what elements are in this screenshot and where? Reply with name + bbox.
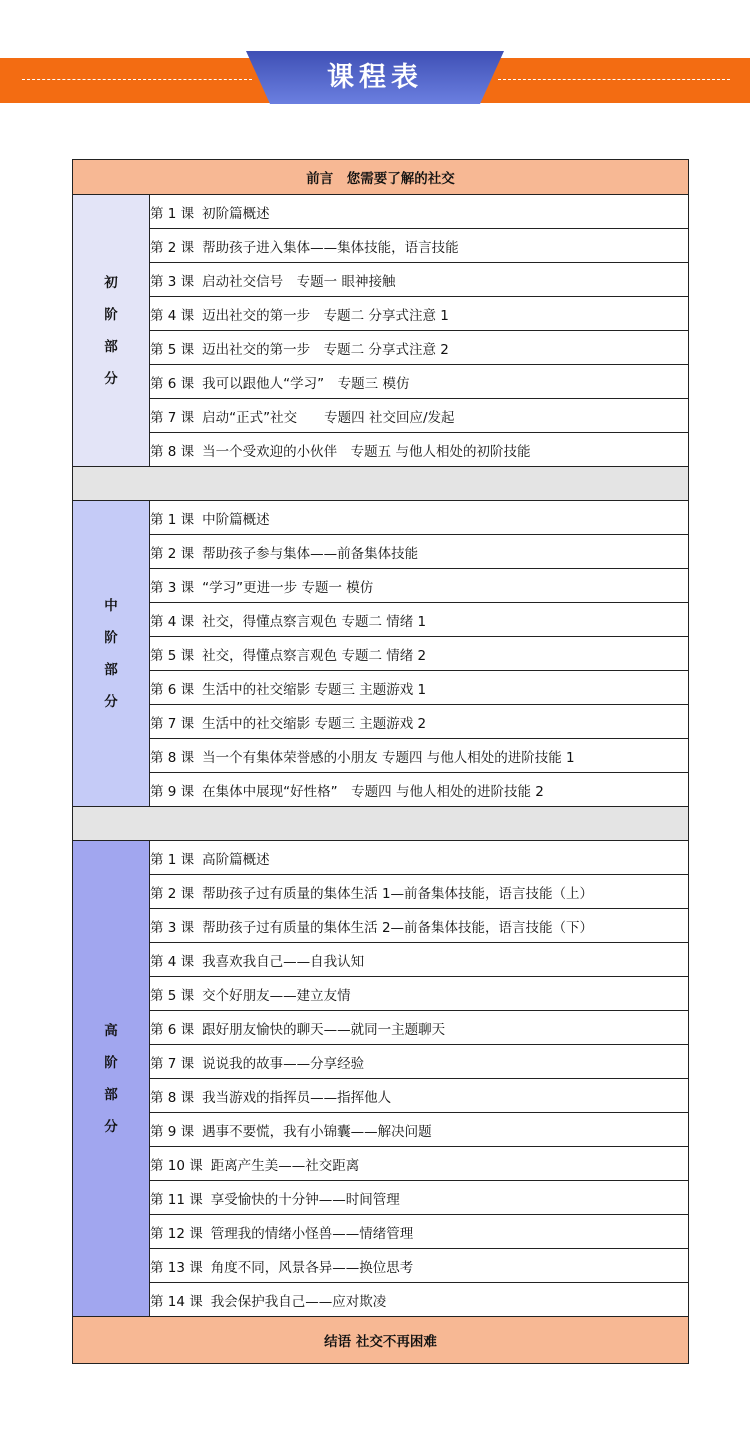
lesson-title: 迈出社交的第一步 专题二 分享式注意 2 bbox=[202, 341, 449, 358]
lesson-cell bbox=[150, 569, 689, 603]
lesson-title: 遇事不要慌，我有小锦囊——解决问题 bbox=[202, 1123, 432, 1140]
page-title: 课程表 bbox=[327, 62, 423, 93]
lesson-cell bbox=[150, 603, 689, 637]
lesson-title: 当一个有集体荣誉感的小朋友 专题四 与他人相处的进阶技能 1 bbox=[202, 749, 575, 766]
lesson-cell bbox=[150, 977, 689, 1011]
lesson-number: 第 7 课 bbox=[150, 1055, 195, 1072]
dashed-line-left bbox=[22, 79, 252, 80]
lesson-cell bbox=[150, 399, 689, 433]
section-label bbox=[73, 501, 150, 807]
section-label-char: 阶 bbox=[104, 1054, 118, 1071]
lesson-row bbox=[73, 1113, 689, 1147]
lesson-title: 我会保护我自己——应对欺凌 bbox=[210, 1293, 387, 1310]
section-label-char: 中 bbox=[104, 597, 118, 614]
section-label-char: 部 bbox=[104, 661, 118, 678]
section-label-char: 分 bbox=[104, 1118, 118, 1135]
lesson-row bbox=[73, 331, 689, 365]
lesson-title: 社交，得懂点察言观色 专题二 情绪 1 bbox=[202, 613, 427, 630]
lesson-title: 在集体中展现“好性格” 专题四 与他人相处的进阶技能 2 bbox=[202, 783, 544, 800]
lesson-number: 第 1 课 bbox=[150, 511, 195, 528]
intro-heading-row bbox=[73, 160, 689, 195]
lesson-row bbox=[73, 1181, 689, 1215]
lesson-row bbox=[73, 433, 689, 467]
lesson-number: 第 2 课 bbox=[150, 885, 195, 902]
lesson-row bbox=[73, 909, 689, 943]
lesson-row bbox=[73, 977, 689, 1011]
lesson-cell bbox=[150, 1011, 689, 1045]
lesson-title: 迈出社交的第一步 专题二 分享式注意 1 bbox=[202, 307, 449, 324]
lesson-number: 第 4 课 bbox=[150, 613, 195, 630]
lesson-title: 启动社交信号 专题一 眼神接触 bbox=[202, 273, 396, 290]
lesson-number: 第 12 课 bbox=[150, 1225, 203, 1242]
lesson-number: 第 9 课 bbox=[150, 1123, 195, 1140]
lesson-number: 第 5 课 bbox=[150, 341, 195, 358]
lesson-row bbox=[73, 841, 689, 875]
lesson-number: 第 13 课 bbox=[150, 1259, 203, 1276]
lesson-cell bbox=[150, 1045, 689, 1079]
lesson-cell bbox=[150, 1283, 689, 1317]
lesson-title: 帮助孩子进入集体——集体技能，语言技能 bbox=[202, 239, 459, 256]
section-label-char: 阶 bbox=[104, 629, 118, 646]
lesson-number: 第 5 课 bbox=[150, 987, 195, 1004]
lesson-row bbox=[73, 637, 689, 671]
lesson-title: 跟好朋友愉快的聊天——就同一主题聊天 bbox=[202, 1021, 446, 1038]
lesson-row bbox=[73, 773, 689, 807]
lesson-title: 社交，得懂点察言观色 专题二 情绪 2 bbox=[202, 647, 427, 664]
lesson-cell bbox=[150, 535, 689, 569]
lesson-number: 第 4 课 bbox=[150, 307, 195, 324]
lesson-number: 第 6 课 bbox=[150, 1021, 195, 1038]
lesson-cell bbox=[150, 739, 689, 773]
lesson-title: 我当游戏的指挥员——指挥他人 bbox=[202, 1089, 392, 1106]
lesson-number: 第 14 课 bbox=[150, 1293, 203, 1310]
lesson-cell bbox=[150, 671, 689, 705]
section-separator-row bbox=[73, 467, 689, 501]
section-label bbox=[73, 841, 150, 1317]
lesson-row bbox=[73, 195, 689, 229]
lesson-number: 第 7 课 bbox=[150, 715, 195, 732]
lesson-title: 中阶篇概述 bbox=[202, 511, 270, 528]
lesson-row bbox=[73, 603, 689, 637]
lesson-cell bbox=[150, 1215, 689, 1249]
lesson-title: 初阶篇概述 bbox=[202, 205, 270, 222]
lesson-cell bbox=[150, 433, 689, 467]
dashed-line-right bbox=[498, 79, 730, 80]
lesson-row bbox=[73, 297, 689, 331]
lesson-row bbox=[73, 739, 689, 773]
lesson-cell bbox=[150, 297, 689, 331]
lesson-row bbox=[73, 1283, 689, 1317]
lesson-cell bbox=[150, 1113, 689, 1147]
lesson-number: 第 8 课 bbox=[150, 749, 195, 766]
section-label-char: 部 bbox=[104, 338, 118, 355]
lesson-title: 享受愉快的十分钟——时间管理 bbox=[210, 1191, 400, 1208]
section-label-char: 初 bbox=[104, 274, 118, 291]
lesson-row bbox=[73, 263, 689, 297]
lesson-title: 启动“正式”社交 专题四 社交回应/发起 bbox=[202, 409, 455, 426]
lesson-row bbox=[73, 1215, 689, 1249]
lesson-number: 第 5 课 bbox=[150, 647, 195, 664]
lesson-cell bbox=[150, 943, 689, 977]
lesson-row bbox=[73, 569, 689, 603]
lesson-cell bbox=[150, 1181, 689, 1215]
lesson-title: 说说我的故事——分享经验 bbox=[202, 1055, 365, 1072]
lesson-title: 交个好朋友——建立友情 bbox=[202, 987, 351, 1004]
lesson-title: 当一个受欢迎的小伙伴 专题五 与他人相处的初阶技能 bbox=[202, 443, 531, 460]
lesson-cell bbox=[150, 263, 689, 297]
lesson-row bbox=[73, 1249, 689, 1283]
section-separator bbox=[73, 467, 689, 501]
lesson-number: 第 1 课 bbox=[150, 851, 195, 868]
lesson-title: 帮助孩子过有质量的集体生活 2—前备集体技能，语言技能（下） bbox=[202, 919, 594, 936]
section-separator bbox=[73, 807, 689, 841]
lesson-cell bbox=[150, 875, 689, 909]
conclusion-heading-row bbox=[73, 1317, 689, 1364]
lesson-cell bbox=[150, 1079, 689, 1113]
lesson-number: 第 3 课 bbox=[150, 273, 195, 290]
lesson-cell bbox=[150, 501, 689, 535]
lesson-row bbox=[73, 1147, 689, 1181]
section-label-char: 高 bbox=[104, 1022, 118, 1039]
lesson-number: 第 6 课 bbox=[150, 375, 195, 392]
lesson-row bbox=[73, 1045, 689, 1079]
lesson-cell bbox=[150, 331, 689, 365]
lesson-row bbox=[73, 875, 689, 909]
lesson-number: 第 10 课 bbox=[150, 1157, 203, 1174]
lesson-number: 第 3 课 bbox=[150, 919, 195, 936]
lesson-title: 角度不同，风景各异——换位思考 bbox=[210, 1259, 414, 1276]
lesson-title: 帮助孩子过有质量的集体生活 1—前备集体技能，语言技能（上） bbox=[202, 885, 594, 902]
lesson-cell bbox=[150, 637, 689, 671]
lesson-title: 生活中的社交缩影 专题三 主题游戏 2 bbox=[202, 715, 427, 732]
lesson-title: 生活中的社交缩影 专题三 主题游戏 1 bbox=[202, 681, 427, 698]
lesson-title: “学习”更进一步 专题一 模仿 bbox=[202, 579, 374, 596]
lesson-number: 第 2 课 bbox=[150, 239, 195, 256]
lesson-row bbox=[73, 1079, 689, 1113]
lesson-title: 距离产生美——社交距离 bbox=[210, 1157, 360, 1174]
section-label-char: 阶 bbox=[104, 306, 118, 323]
lesson-cell bbox=[150, 1249, 689, 1283]
lesson-row bbox=[73, 943, 689, 977]
lesson-cell bbox=[150, 195, 689, 229]
lesson-title: 管理我的情绪小怪兽——情绪管理 bbox=[210, 1225, 414, 1242]
lesson-cell bbox=[150, 705, 689, 739]
section-label-char: 分 bbox=[104, 693, 118, 710]
lesson-cell bbox=[150, 365, 689, 399]
lesson-row bbox=[73, 399, 689, 433]
course-schedule-table bbox=[72, 159, 689, 1364]
lesson-number: 第 4 课 bbox=[150, 953, 195, 970]
section-label-char: 分 bbox=[104, 370, 118, 387]
lesson-number: 第 11 课 bbox=[150, 1191, 203, 1208]
lesson-title: 我喜欢我自己——自我认知 bbox=[202, 953, 365, 970]
lesson-row bbox=[73, 501, 689, 535]
lesson-cell bbox=[150, 841, 689, 875]
lesson-title: 我可以跟他人“学习” 专题三 模仿 bbox=[202, 375, 410, 392]
lesson-number: 第 7 课 bbox=[150, 409, 195, 426]
lesson-title: 高阶篇概述 bbox=[202, 851, 270, 868]
title-tab bbox=[246, 51, 504, 104]
conclusion-heading: 结语 社交不再困难 bbox=[73, 1317, 689, 1364]
lesson-number: 第 2 课 bbox=[150, 545, 195, 562]
lesson-cell bbox=[150, 773, 689, 807]
section-label-char: 部 bbox=[104, 1086, 118, 1103]
section-label bbox=[73, 195, 150, 467]
section-separator-row bbox=[73, 807, 689, 841]
lesson-number: 第 6 课 bbox=[150, 681, 195, 698]
lesson-number: 第 1 课 bbox=[150, 205, 195, 222]
lesson-row bbox=[73, 1011, 689, 1045]
lesson-number: 第 3 课 bbox=[150, 579, 195, 596]
lesson-title: 帮助孩子参与集体——前备集体技能 bbox=[202, 545, 419, 562]
intro-heading: 前言 您需要了解的社交 bbox=[73, 160, 689, 195]
lesson-cell bbox=[150, 1147, 689, 1181]
lesson-number: 第 8 课 bbox=[150, 443, 195, 460]
lesson-cell bbox=[150, 229, 689, 263]
lesson-cell bbox=[150, 909, 689, 943]
lesson-row bbox=[73, 705, 689, 739]
lesson-row bbox=[73, 535, 689, 569]
lesson-number: 第 8 课 bbox=[150, 1089, 195, 1106]
lesson-row bbox=[73, 671, 689, 705]
lesson-number: 第 9 课 bbox=[150, 783, 195, 800]
lesson-row bbox=[73, 229, 689, 263]
lesson-row bbox=[73, 365, 689, 399]
